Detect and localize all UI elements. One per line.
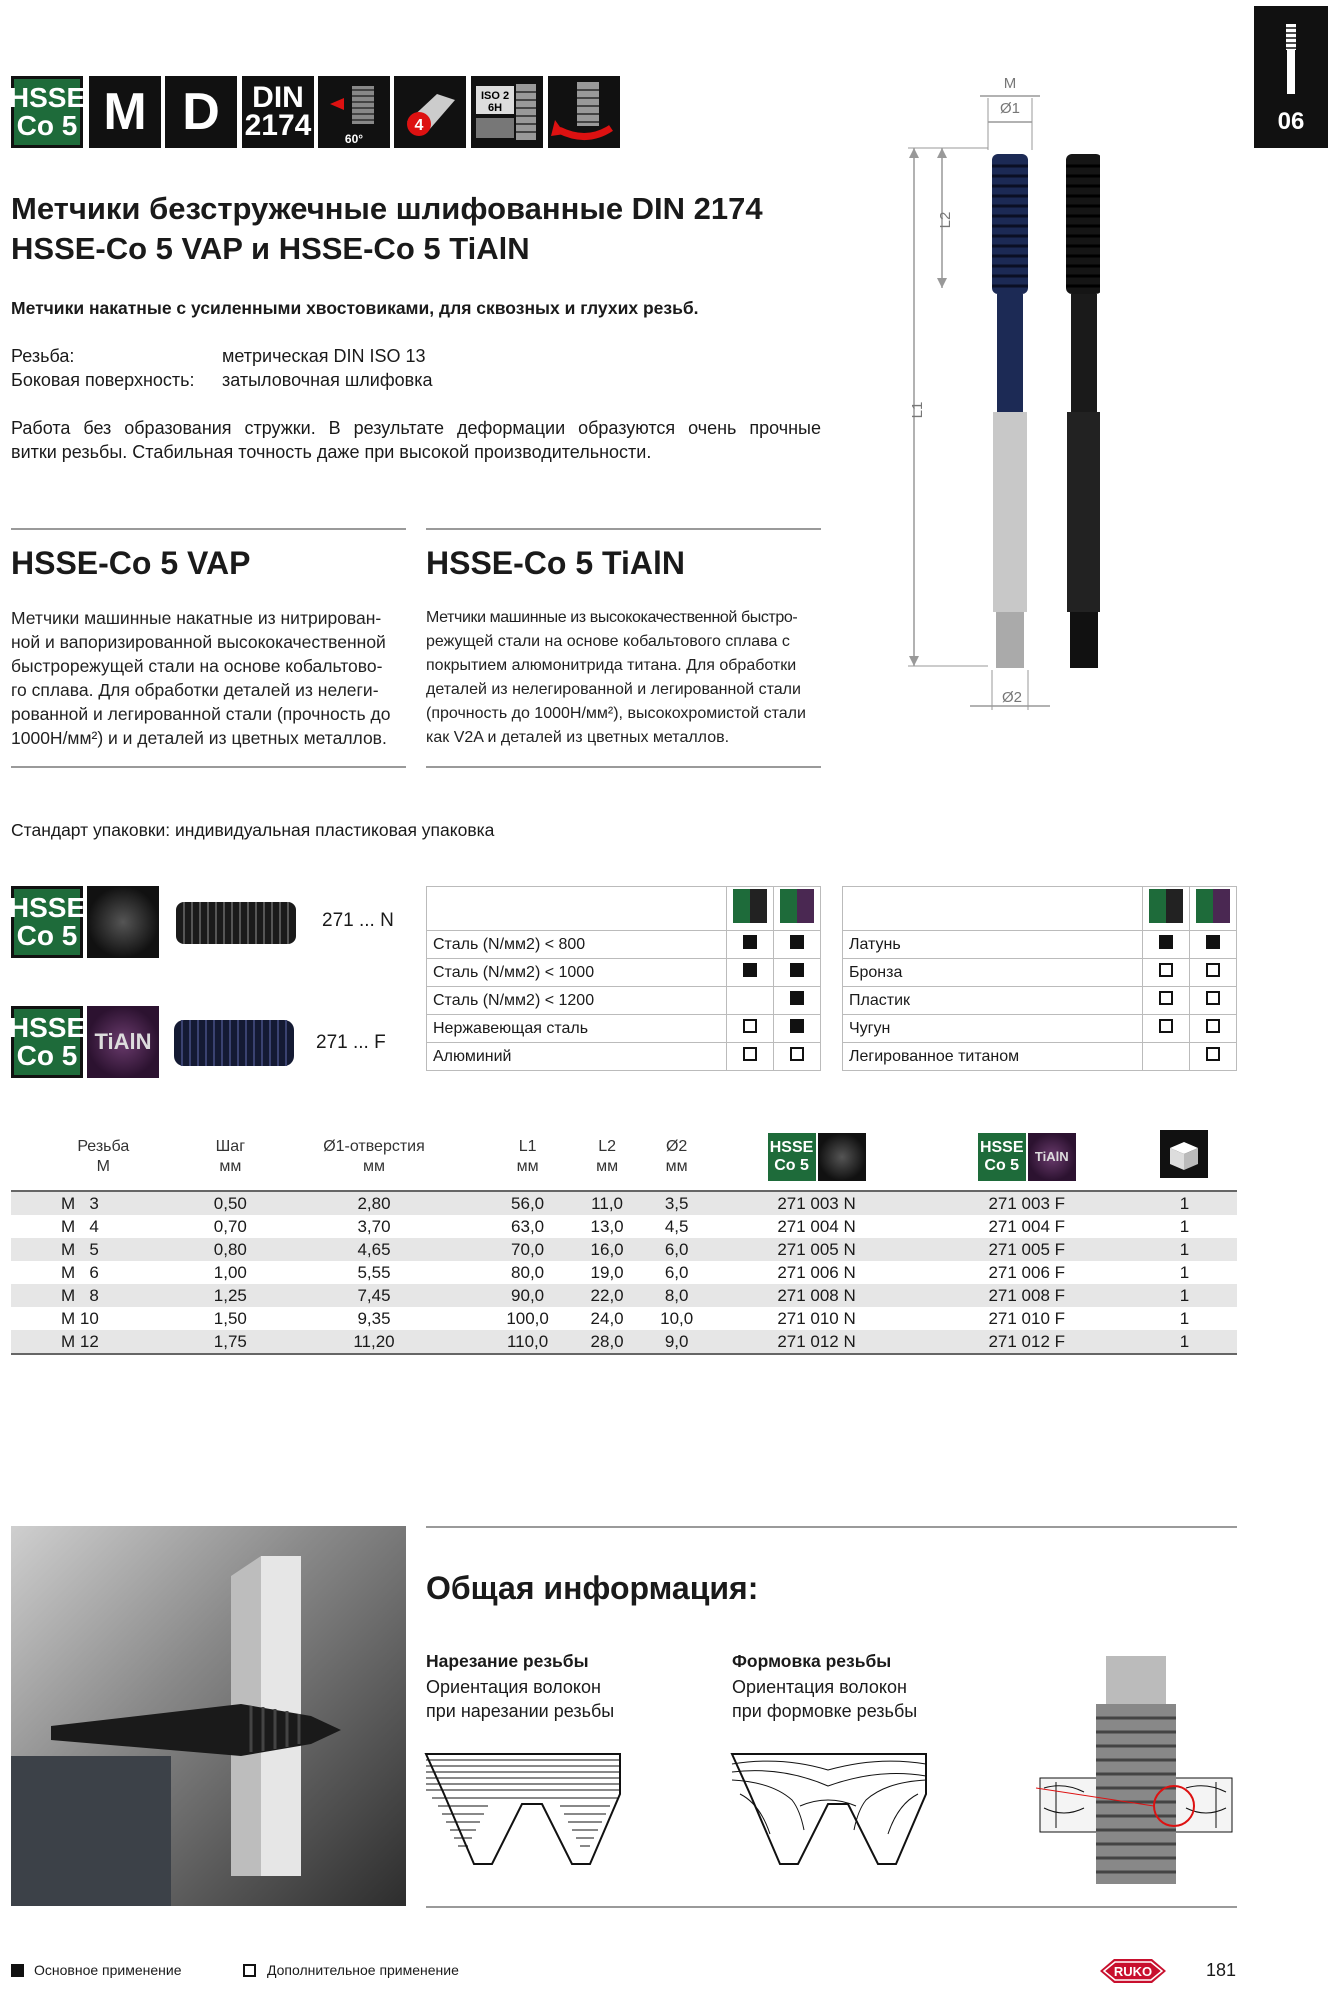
vap-mini-icon [733,889,767,923]
material-name: Латунь [843,931,1143,959]
cell-hole-diameter: 7,45 [265,1284,483,1307]
page-number: 181 [1206,1960,1237,1980]
cell-tialn-code: 271 010 F [988,1308,1066,1328]
cell-l1: 110,0 [483,1330,572,1353]
hsse-badge-small: HSSE Co 5 [978,1133,1026,1181]
main-use-square-icon [743,935,757,949]
col-l2: L2 мм [572,1124,642,1191]
material-name: Сталь (N/мм2) < 800 [427,931,727,959]
extra-use-square-icon [1206,1047,1220,1061]
variant-f-code: 271 ... F [316,1032,386,1053]
form-fiber-diagram [730,1750,930,1868]
forming-tap-cutaway [1036,1648,1236,1888]
rule-vap-top [11,528,406,530]
chapter-tab [1254,6,1328,148]
rule-general-top [426,1526,1237,1528]
cell-l2: 22,0 [572,1284,642,1307]
svg-text:Ø1: Ø1 [999,100,1021,117]
cell-shank-diameter: 9,0 [642,1330,712,1353]
extra-use-square-icon [1206,1019,1220,1033]
extra-use-square-icon [790,1047,804,1061]
extra-use-square-icon [1159,1019,1173,1033]
material-row [843,931,1237,959]
main-use-square-icon [790,991,804,1005]
tialn-badge-small: TiAlN [1028,1133,1076,1181]
material-table-left [426,886,821,1071]
material-name: Сталь (N/мм2) < 1000 [427,959,727,987]
cell-pack-qty: 1 [1179,1216,1190,1236]
cell-hole-diameter: 4,65 [265,1238,483,1261]
svg-text:4: 4 [414,117,424,134]
main-use-square-icon [1159,935,1173,949]
class-4-icon [394,76,466,148]
cell-l2: 28,0 [572,1330,642,1353]
material-row [843,959,1237,987]
vap-description: Метчики машинные накатные из нитрирован- ной и вапоризированной высококачественной быстрорежущей стали на основе кобальтово- го сплава. Для обработки деталей из нелеги- рованной и легированной стали (прочность до 1000Н/мм²) и и деталей из цветных металлов. [11,608,391,748]
extra-use-square-icon [743,1047,757,1061]
cell-tialn-code: 271 003 F [922,1191,1132,1215]
rule-tialn-bottom [426,766,821,768]
table-row [11,1284,1237,1307]
tialn-tap-image [172,1012,296,1072]
col-thread: Резьба M [11,1124,196,1191]
extra-use-square-icon [1159,991,1173,1005]
rule-tialn-top [426,528,821,530]
cell-thread: M 4 [61,1216,99,1236]
tap-icon [1281,24,1301,94]
cell-pitch: 1,00 [213,1262,247,1282]
ruko-logo [1098,1956,1168,1986]
main-use-square-icon [1206,935,1220,949]
cell-vap-code: 271 010 N [777,1308,856,1328]
legend-extra-label: Дополнительное применение [267,1962,459,1978]
material-row [427,1015,821,1043]
material-row [843,1043,1237,1071]
chapter-number: 06 [1277,108,1305,135]
form-line2: при формовке резьбы [732,1701,918,1721]
cell-tialn-code: 271 005 F [922,1238,1132,1261]
main-use-square-icon [790,1019,804,1033]
cut-line1: Ориентация волокон [426,1677,601,1697]
table-row [11,1215,1237,1238]
main-use-square-icon [743,963,757,977]
extra-use-square-icon [1206,963,1220,977]
legend-extra-square [243,1964,256,1977]
cut-title: Нарезание резьбы [426,1651,589,1671]
vap-mini-icon [1149,889,1183,923]
cell-l2: 19,0 [590,1262,624,1282]
cell-pack-qty: 1 [1132,1238,1237,1261]
hsse-co5-badge: HSSE Co 5 [11,76,83,148]
cell-thread: M 3 [11,1191,196,1215]
cell-pitch: 0,50 [196,1191,266,1215]
cell-l2: 11,0 [572,1191,642,1215]
material-name: Нержавеющая сталь [427,1015,727,1043]
tialn-mini-icon [1196,889,1230,923]
extra-use-square-icon [1159,963,1173,977]
cell-thread: M 8 [11,1284,196,1307]
cell-shank-diameter: 3,5 [642,1191,712,1215]
table-row [11,1307,1237,1330]
rotation-icon [548,76,620,148]
tialn-coating-badge: TiAlN [87,1006,159,1078]
form-line1: Ориентация волокон [732,1677,907,1697]
cut-fiber-diagram [424,1750,624,1868]
angle-60-icon: 60° [318,76,390,148]
svg-text:Ø2: Ø2 [1001,689,1023,706]
material-row [427,1043,821,1071]
svg-text:L2: L2 [937,211,954,229]
cell-hole-diameter: 2,80 [265,1191,483,1215]
table-row [11,1191,1237,1215]
table-row [11,1238,1237,1261]
cell-l1: 90,0 [483,1284,572,1307]
cell-pitch: 0,80 [196,1238,266,1261]
table-row [11,1330,1237,1353]
spec-value-thread: метрическая DIN ISO 13 [222,346,426,366]
main-use-square-icon [790,935,804,949]
cell-pack-qty: 1 [1179,1262,1190,1282]
cell-tialn-code: 271 012 F [922,1330,1132,1353]
svg-text:L1: L1 [909,401,926,419]
tialn-heading: HSSE-Co 5 TiAlN [426,545,685,581]
variant-f-badge: HSSE Co 5 [11,1006,83,1078]
cell-hole-diameter: 9,35 [357,1308,391,1328]
col-l1: L1 мм [483,1124,572,1191]
svg-text:M: M [1003,75,1017,92]
material-name: Бронза [843,959,1143,987]
svg-text:RUKO: RUKO [1113,1964,1153,1979]
material-table-right [842,886,1237,1071]
vap-swirl-small [818,1133,866,1181]
cell-l1: 80,0 [511,1262,545,1282]
cell-pitch: 1,25 [196,1284,266,1307]
cell-thread: M 6 [61,1262,99,1282]
cell-tialn-code: 271 006 F [988,1262,1066,1282]
rule-vap-bottom [11,766,406,768]
cut-line2: при нарезании резьбы [426,1701,615,1721]
spec-value-flank: затыловочная шлифовка [222,370,433,390]
spec-label-flank: Боковая поверхность: [11,370,195,390]
din-badge: DIN 2174 [242,76,314,148]
material-row [843,1015,1237,1043]
cell-pitch: 1,50 [213,1308,247,1328]
cell-pitch: 1,75 [196,1330,266,1353]
cell-hole-diameter: 5,55 [357,1262,391,1282]
cell-l2: 24,0 [590,1308,624,1328]
cell-vap-code: 271 004 N [777,1216,856,1236]
cell-vap-code: 271 003 N [711,1191,921,1215]
cell-thread: M 10 [61,1308,99,1328]
thread-m-badge: M [89,76,161,148]
cell-pack-qty: 1 [1179,1308,1190,1328]
legend-main-label: Основное применение [34,1962,182,1978]
spec-label-thread: Резьба: [11,346,75,366]
form-title: Формовка резьбы [732,1651,892,1671]
description-line2: витки резьбы. Стабильная точность даже при высокой производительности. [11,442,652,462]
tialn-mini-icon [780,889,814,923]
col-pitch: Шаг мм [196,1124,266,1191]
material-row [427,987,821,1015]
cell-l2: 16,0 [572,1238,642,1261]
cell-l1: 56,0 [483,1191,572,1215]
packaging-note: Стандарт упаковки: индивидуальная пластиковая упаковка [11,820,495,840]
cell-shank-diameter: 8,0 [642,1284,712,1307]
extra-use-square-icon [1206,991,1220,1005]
extra-use-square-icon [743,1019,757,1033]
vap-tap-image [174,894,298,950]
cell-tialn-code: 271 004 F [988,1216,1066,1236]
material-name: Сталь (N/мм2) < 1200 [427,987,727,1015]
vap-heading: HSSE-Co 5 VAP [11,545,251,581]
cell-thread: M 5 [11,1238,196,1261]
rule-general-bottom [426,1906,1237,1908]
cell-vap-code: 271 006 N [777,1262,856,1282]
cell-pitch: 0,70 [213,1216,247,1236]
cell-shank-diameter: 4,5 [664,1216,689,1236]
page-title-line1: Метчики безстружечные шлифованные DIN 2174 [11,191,763,226]
legend-main-square [11,1964,24,1977]
description-line1: Работа без образования стружки. В результате деформации образуются очень прочные [11,418,821,438]
tap-sizes-table [11,1124,1237,1355]
material-name: Легированное титаном [843,1043,1143,1071]
cell-pack-qty: 1 [1132,1191,1237,1215]
cell-l2: 13,0 [590,1216,624,1236]
page-title-line2: HSSE-Co 5 VAP и HSSE-Co 5 TiAlN [11,231,530,266]
svg-text:ISO 2: ISO 2 [480,90,510,102]
tialn-description: Метчики машинные из высококачественной быстро- режущей стали на основе кобальтового сплава с покрытием алюмонитрида титана. Для обработки деталей из нелегированной и легированной стали (прочность до 1000Н/мм²), высокохромистой стали как V2A и деталей из цветных металлов. [426,609,806,746]
cell-tialn-code: 271 008 F [922,1284,1132,1307]
col-pack-qty [1132,1124,1237,1191]
svg-text:6H: 6H [487,102,503,114]
cell-l1: 100,0 [506,1308,549,1328]
cell-shank-diameter: 6,0 [664,1262,689,1282]
cell-shank-diameter: 10,0 [660,1308,694,1328]
package-box-icon [1160,1130,1208,1178]
cell-thread: M 12 [11,1330,196,1353]
col-tialn-code [922,1124,1132,1191]
cell-vap-code: 271 005 N [711,1238,921,1261]
cell-hole-diameter: 11,20 [265,1330,483,1353]
table-bottom-rule [11,1353,1237,1355]
material-row [427,959,821,987]
variant-n-badge: HSSE Co 5 [11,886,83,958]
iso-6h-icon [471,76,543,148]
cell-pack-qty: 1 [1132,1284,1237,1307]
form-d-badge: D [165,76,237,148]
material-name: Алюминий [427,1043,727,1071]
variant-n-code: 271 ... N [322,910,394,931]
hsse-badge-small: HSSE Co 5 [768,1133,816,1181]
cell-hole-diameter: 3,70 [357,1216,391,1236]
cell-shank-diameter: 6,0 [642,1238,712,1261]
cell-l1: 70,0 [483,1238,572,1261]
table-row [11,1261,1237,1284]
material-name: Пластик [843,987,1143,1015]
col-vap-code [711,1124,921,1191]
vap-swirl-icon [87,886,159,958]
main-use-square-icon [790,963,804,977]
material-name: Чугун [843,1015,1143,1043]
tap-dimension-diagram [900,70,1100,720]
subtitle: Метчики накатные с усиленными хвостовиками, для сквозных и глухих резьб. [11,298,699,318]
cell-vap-code: 271 008 N [711,1284,921,1307]
cell-l1: 63,0 [511,1216,545,1236]
material-row [843,987,1237,1015]
material-row [427,931,821,959]
tap-photo [11,1526,406,1906]
col-shank-diameter: Ø2 мм [642,1124,712,1191]
cell-vap-code: 271 012 N [711,1330,921,1353]
general-heading: Общая информация: [426,1570,759,1606]
col-hole-diameter: Ø1-отверстия мм [265,1124,483,1191]
cell-pack-qty: 1 [1132,1330,1237,1353]
